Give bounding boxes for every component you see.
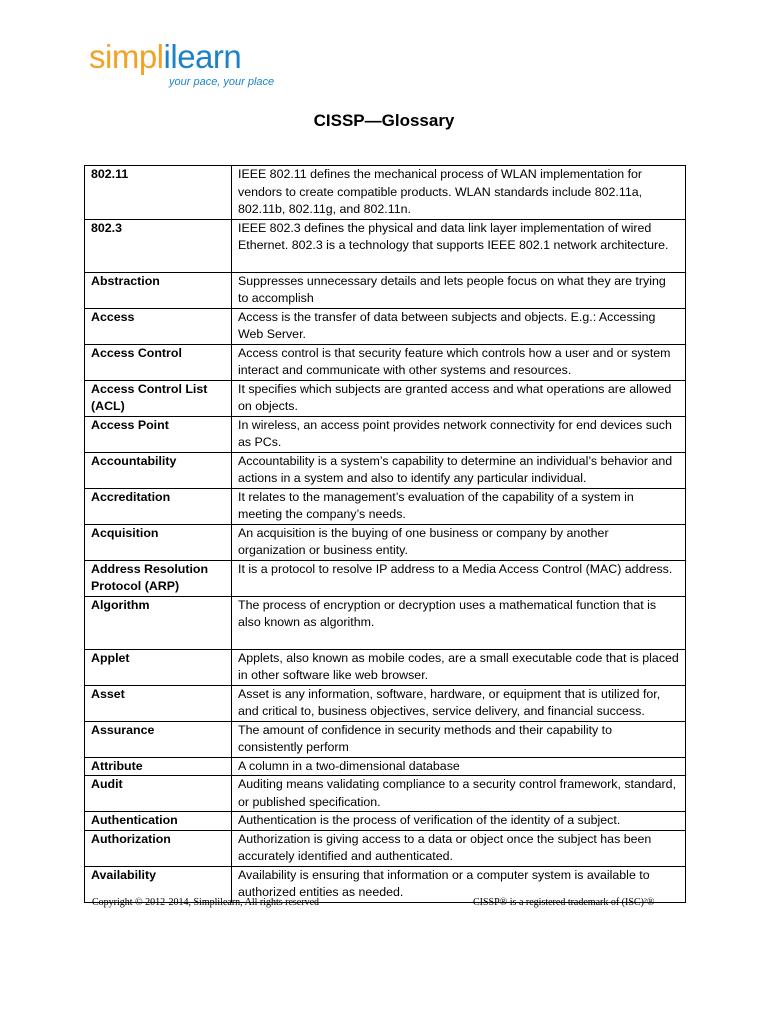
table-row bbox=[85, 685, 686, 721]
term-cell: Algorithm bbox=[85, 596, 232, 649]
term-cell: Attribute bbox=[85, 757, 232, 776]
term-cell: Authorization bbox=[85, 830, 232, 866]
term-cell: Access Control List (ACL) bbox=[85, 380, 232, 416]
definition-cell: It relates to the management’s evaluation of the capability of a system in meeting the company’s needs. bbox=[232, 488, 686, 524]
definition-cell: Availability is ensuring that information or a computer system is available to authorized entities as needed. bbox=[232, 866, 686, 902]
table-row bbox=[85, 649, 686, 685]
table-row bbox=[85, 380, 686, 416]
term-cell: Address Resolution Protocol (ARP) bbox=[85, 560, 232, 596]
table-row bbox=[85, 219, 686, 272]
definition-cell: An acquisition is the buying of one business or company by another organization or business entity. bbox=[232, 524, 686, 560]
term-cell: Acquisition bbox=[85, 524, 232, 560]
term-cell: Asset bbox=[85, 685, 232, 721]
definition-cell: Authentication is the process of verification of the identity of a subject. bbox=[232, 812, 686, 831]
definition-cell: IEEE 802.11 defines the mechanical process of WLAN implementation for vendors to create compatible products. WLAN standards include 802.11a, 802.11b, 802.11g, and 802.11n. bbox=[232, 166, 686, 220]
term-cell: Accountability bbox=[85, 452, 232, 488]
definition-cell: It specifies which subjects are granted access and what operations are allowed on objects. bbox=[232, 380, 686, 416]
definition-cell: Accountability is a system’s capability to determine an individual’s behavior and actions in a system and also to identify any particular individual. bbox=[232, 452, 686, 488]
table-row bbox=[85, 524, 686, 560]
footer-trademark: CISSP® is a registered trademark of (ISC)²® bbox=[473, 897, 655, 908]
page-title: CISSP—Glossary bbox=[313, 111, 455, 130]
table-row bbox=[85, 560, 686, 596]
definition-cell: Access control is that security feature which controls how a user and or system interact and communicate with other systems and resources. bbox=[232, 344, 686, 380]
term-cell: Assurance bbox=[85, 721, 232, 757]
definition-cell: Asset is any information, software, hardware, or equipment that is utilized for, and critical to, business objectives, service delivery, and financial success. bbox=[232, 685, 686, 721]
term-cell: Accreditation bbox=[85, 488, 232, 524]
table-row bbox=[85, 830, 686, 866]
table-row bbox=[85, 596, 686, 649]
definition-cell: Auditing means validating compliance to a security control framework, standard, or published specification. bbox=[232, 776, 686, 812]
term-cell: Access Point bbox=[85, 416, 232, 452]
definition-cell: The amount of confidence in security methods and their capability to consistently perform bbox=[232, 721, 686, 757]
definition-cell: It is a protocol to resolve IP address to a Media Access Control (MAC) address. bbox=[232, 560, 686, 596]
definition-cell: A column in a two-dimensional database bbox=[232, 757, 686, 776]
definition-cell: Access is the transfer of data between subjects and objects. E.g.: Accessing Web Server. bbox=[232, 308, 686, 344]
term-cell: Applet bbox=[85, 649, 232, 685]
term-cell: Access Control bbox=[85, 344, 232, 380]
definition-cell: IEEE 802.3 defines the physical and data link layer implementation of wired Ethernet. 802.3 is a technology that supports IEEE 802.1 network architecture. bbox=[232, 219, 686, 272]
table-row bbox=[85, 166, 686, 220]
term-cell: 802.11 bbox=[85, 166, 232, 220]
table-row bbox=[85, 776, 686, 812]
table-row bbox=[85, 308, 686, 344]
footer-copyright: Copyright © 2012-2014, Simplilearn, All rights reserved bbox=[92, 897, 320, 908]
table-row bbox=[85, 344, 686, 380]
table-row bbox=[85, 812, 686, 831]
definition-cell: Authorization is giving access to a data or object once the subject has been accurately identified and authenticated. bbox=[232, 830, 686, 866]
term-cell: Access bbox=[85, 308, 232, 344]
term-cell: 802.3 bbox=[85, 219, 232, 272]
table-row bbox=[85, 452, 686, 488]
table-row bbox=[85, 757, 686, 776]
table-row bbox=[85, 416, 686, 452]
definition-cell: Suppresses unnecessary details and lets people focus on what they are trying to accomplish bbox=[232, 272, 686, 308]
definition-cell: The process of encryption or decryption uses a mathematical function that is also known as algorithm. bbox=[232, 596, 686, 649]
simplilearn-logo bbox=[89, 38, 289, 94]
table-row bbox=[85, 488, 686, 524]
table-row bbox=[85, 272, 686, 308]
term-cell: Audit bbox=[85, 776, 232, 812]
term-cell: Authentication bbox=[85, 812, 232, 831]
logo-wordmark: simplilearn bbox=[89, 38, 242, 75]
definition-cell: Applets, also known as mobile codes, are a small executable code that is placed in other software like web browser. bbox=[232, 649, 686, 685]
definition-cell: In wireless, an access point provides network connectivity for end devices such as PCs. bbox=[232, 416, 686, 452]
term-cell: Abstraction bbox=[85, 272, 232, 308]
term-cell: Availability bbox=[85, 866, 232, 902]
table-row bbox=[85, 721, 686, 757]
glossary-table bbox=[84, 165, 686, 903]
logo-tagline: your pace, your place bbox=[169, 76, 275, 88]
